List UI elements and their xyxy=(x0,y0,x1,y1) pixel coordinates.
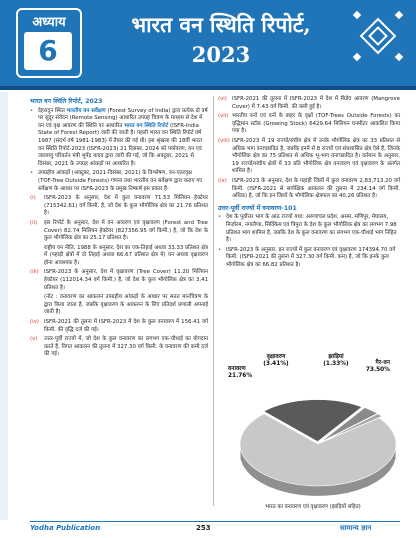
left-column xyxy=(30,96,208,361)
list-item: (iv) ISFR-2021 की तुलना में ISFR-2023 में देश के कुल वनावरण में 156.41 वर्ग किमी. की वृद्धि दर्ज की गई। xyxy=(30,319,208,333)
bullet-icon: • xyxy=(218,246,222,253)
subject-name: सामान्य ज्ञान xyxy=(340,524,372,532)
chapter-title-line2: 2023 xyxy=(191,42,251,67)
bullet-icon: • xyxy=(30,170,34,177)
chapter-title xyxy=(96,10,346,70)
list-item: (vi) ISFR-2021 की तुलना में ISFR-2023 में देश में मैंग्रोव आवरण (Mangrove Cover) में 7.43 वर्ग किमी. की कमी हुई है। xyxy=(218,96,400,110)
chapter-number: 6 xyxy=(38,34,58,67)
header-underline xyxy=(0,86,416,90)
section-heading: उत्तर-पूर्वी राज्यों में वनावरण-101 xyxy=(218,204,297,212)
pie-label: वनावरण xyxy=(228,366,246,372)
findings-intro: • उपग्रहीय आंकड़ों (अक्टूबर, 2021-दिसंबर, 2021) के विश्लेषण, वन-एतरवृक्ष (TOF-Tree Outside Forests) गणना तथा भारतीय वन सर्वेक्षण द्वारा कराए गए सर्वेक्षण के आधार पर ISFR-2023 के प्रमुख निष्कर्ष इस प्रकार हैं- xyxy=(30,170,203,192)
diamond-pattern-icon xyxy=(350,8,406,64)
bullet-icon: • xyxy=(218,214,222,221)
publisher-name: Yodha Publication xyxy=(30,524,101,532)
list-item: (vii) भारतीय वनों एवं वनों के बाहर के वृक्षों (TOF-Trees Outside Forests) का वृद्धिमान स्टॉक (Growing Stock) 6429.64 मिलियन घनमीटर आकलित किया गया है। xyxy=(218,113,400,135)
page-footer xyxy=(0,520,416,538)
pie-value-label: 21.76% xyxy=(228,373,253,379)
ne-paragraph-2: • ISFR-2023 के अनुसार, इन राज्यों में कुल वनावरण एवं वृक्षावरण 174394.70 वर्ग किमी. (ISFR-2021 की तुलना में 327.30 वर्ग किमी. कम) है, जो कि इनके कुल भौगोलिक क्षेत्र का 66.82 प्रतिशत है। xyxy=(218,246,396,268)
pie-label: झाड़ियां xyxy=(328,354,344,360)
right-column xyxy=(218,96,400,271)
chart-caption: भारत का वनावरण एवं वृक्षावरण (झाड़ियों सहित) xyxy=(265,504,361,510)
pie-svg xyxy=(218,352,408,502)
pie-value-label: 73.50% xyxy=(365,367,390,373)
pie-value-label: (1.33%) xyxy=(323,361,349,367)
list-item: (नोट : वनावरण का आकलन उपग्रहीय आंकड़ों के आधार पर सतत मानचित्रण के द्वारा किया जाता है, जबकि वृक्षावरण के आकलन के लिए प्रतिदर्श प्रणाली अपनाई जाती है) xyxy=(44,294,208,316)
left-margin-band xyxy=(0,92,8,520)
section-heading: भारत वन स्थिति रिपोर्ट, 2023 xyxy=(30,98,103,105)
list-item: (iii) ISFR-2023 के अनुसार, देश में वृक्षावरण (Tree Cover) 11.20 मिलियन हेक्टेयर (112014.34 वर्ग किमी.) है, जो देश के कुल भौगोलिक क्षेत्र का 3.41 प्रतिशत है। xyxy=(30,269,208,291)
pie-value-label: (3.41%) xyxy=(263,361,289,367)
pie-label: वृक्षावरण xyxy=(266,354,286,360)
intro-paragraph: • देहरादून स्थित भारतीय वन सर्वेक्षण (Forest Survey of India) द्वारा प्रत्येक दो वर्ष पर सुदूर संवेदन (Remote Sensing) आधारित उपग्रह चित्रण के माध्यम से देश में वन एवं वृक्ष आवरण की स्थिति पर आधारित भारत वन स्थिति रिपोर्ट (ISFR-India State of Forest Report) जारी की जाती है। पहली भारत वन स्थिति रिपोर्ट वर्ष 1987 (संदर्भ वर्ष 1981-1983) में तैयार की गई थी। इस श्रृंखला की 18वीं भारत वन स्थिति रिपोर्ट-2023 (ISFR-2023) 21 दिसंबर, 2024 को पर्यावरण, वन एवं जलवायु परिवर्तन मंत्री भूपेंद्र यादव द्वारा जारी की गई, जो कि अक्टूबर, 2021 से दिसंबर, 2021 के उपग्रह आंकड़ों पर आधारित है। xyxy=(30,107,208,167)
list-item: (ii) इस रिपोर्ट के अनुसार, देश में वन आवरण एवं वृक्षावरण (Forest and Tree Cover) 82.74 मिलियन हेक्टेयर (827356.95 वर्ग किमी.) है, जो कि देश के कुल भौगोलिक क्षेत्र का 25.17 प्रतिशत है। xyxy=(30,219,208,242)
column-divider xyxy=(213,96,214,506)
list-item: (i) ISFR-2023 के अनुसार, देश में कुल वनावरण 71.53 मिलियन हेक्टेयर (715342.61) वर्ग किमी. है, जो देश के कुल भौगोलिक क्षेत्र का 21.76 प्रतिशत है। xyxy=(30,195,208,217)
chapter-badge xyxy=(16,8,82,78)
pie-label: गैर-वन xyxy=(375,360,390,366)
list-item: राष्ट्रीय वन नीति, 1988 के अनुसार, देश का एक-तिहाई अथवा 33.33 प्रतिशत क्षेत्र में (पहाड़ी क्षेत्रों में दो तिहाई अथवा 66.67 प्रतिशत क्षेत्र में) वन अथवा वृक्षावरण होना आवश्यक है। xyxy=(44,244,208,266)
list-item: (viii) ISFR-2023 में 19 राज्यों/संघीय क्षेत्र में उनके भौगोलिक क्षेत्र का 33 प्रतिशत से अधिक भाग वनाच्छादित है, जबकि इनमें से 8 राज्यों एवं संघशासित क्षेत्र ऐसे हैं, जिनके भौगोलिक क्षेत्र का 75 प्रतिशत से अधिक भू-भाग वनाच्छादित है। वर्तमान के अनुसार, 19 राज्यों/संघीय क्षेत्रों में 33 प्रति भौगोलिक क्षेत्र वनावरण एवं वृक्षावरण के अंतर्गत शामिल है। xyxy=(218,137,400,175)
bullet-icon: • xyxy=(30,107,34,114)
chapter-word: अध्याय xyxy=(32,15,66,30)
list-item: (v) उत्तर-पूर्वी राज्यों में, जो देश के कुल वनावरण का लगभग एक-चौथाई का योगदान करते हैं, विगत आकलन की तुलना में 327.30 वर्ग किमी. के वनावरण की कमी दर्ज की गई। xyxy=(30,336,208,358)
page-number: 253 xyxy=(196,524,211,532)
forest-cover-pie-chart xyxy=(218,352,408,512)
footer-rule xyxy=(30,521,400,522)
chapter-header xyxy=(0,0,416,92)
list-item: (ix) ISFR-2023 के अनुसार, देश के पहाड़ी जिलों में कुल वनावरण 2,83,713.20 वर्ग किमी. (ISFR-2021 से सापेक्षिक आकलन की तुलना में 234.14 वर्ग किमी. अधिक) है, जो कि इन जिलों के भौगोलिक क्षेत्रफल का 40.26 प्रतिशत है। xyxy=(218,177,400,200)
chapter-number-box xyxy=(24,32,72,70)
chapter-title-line1: भारत वन स्थिति रिपोर्ट, xyxy=(131,12,311,37)
ne-paragraph-1: • देश के पूर्वोत्तर भाग के आठ राज्यों यथा: अरुणाचल प्रदेश, असम, मणिपुर, मेघालय, मिज़ोरम, नगालैण्ड, सिक्किम एवं त्रिपुरा के देश के कुल भौगोलिक क्षेत्र का लगभग 7.98 प्रतिशत भाग शामिल है, जबकि देश के कुल वनावरण का लगभग एक-चौथाई भाग निहित है। xyxy=(218,214,397,244)
